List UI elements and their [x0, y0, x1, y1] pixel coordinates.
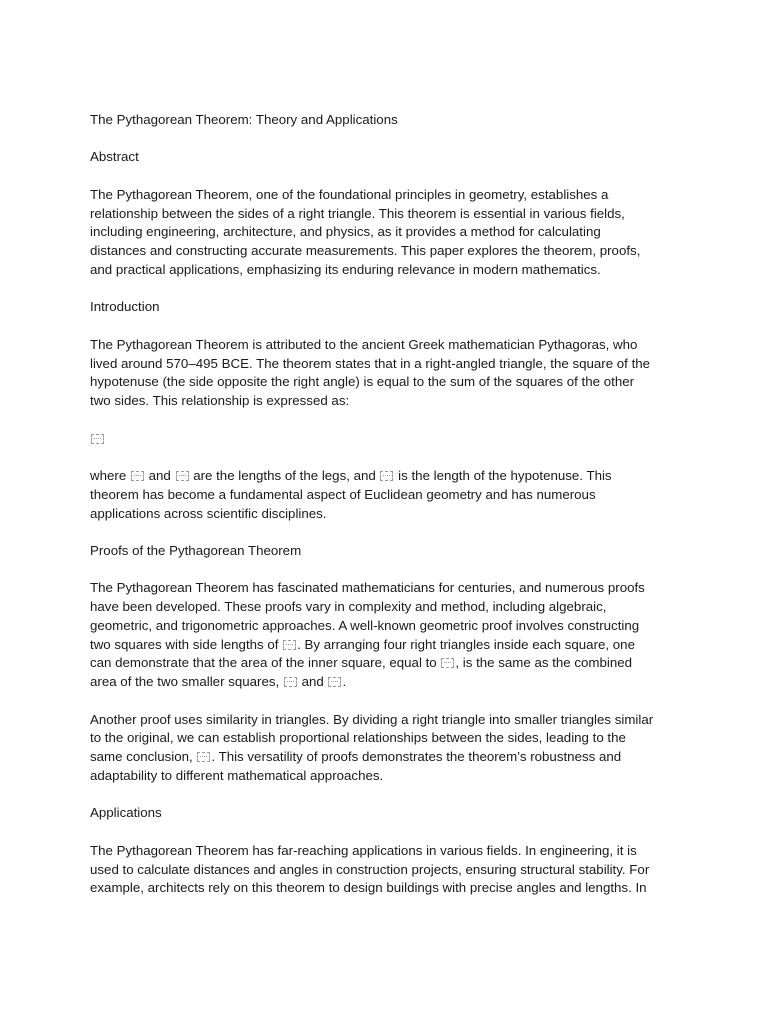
text-line: area of the two smaller squares, and .	[90, 674, 347, 690]
text-line: have been developed. These proofs vary in complexity and method, including algebraic,	[90, 599, 607, 615]
definition-paragraph	[90, 467, 690, 523]
missing-glyph-icon	[91, 434, 104, 444]
text-line: same conclusion, . This versatility of proofs demonstrates the theorem’s robustness and	[90, 749, 622, 765]
equation-placeholder	[90, 430, 690, 449]
text-line: applications across scientific disciplines.	[90, 505, 327, 521]
text-line: two sides. This relationship is expressed as:	[90, 393, 350, 409]
text-line: theorem has become a fundamental aspect of Euclidean geometry and has numerous	[90, 486, 596, 502]
document-title: The Pythagorean Theorem: Theory and Applications	[90, 112, 398, 127]
missing-glyph-icon	[176, 471, 189, 481]
missing-glyph-icon	[328, 677, 341, 687]
text-line: distances and constructing accurate measurements. This paper explores the theorem, proofs,	[90, 243, 641, 259]
applications-heading: Applications	[90, 805, 162, 821]
missing-glyph-icon	[283, 640, 296, 650]
missing-glyph-icon	[441, 658, 454, 668]
proofs-heading: Proofs of the Pythagorean Theorem	[90, 542, 302, 558]
text-line: Another proof uses similarity in triangles. By dividing a right triangle into smaller triangles similar	[90, 711, 654, 727]
text-line: and practical applications, emphasizing its enduring relevance in modern mathematics.	[90, 261, 601, 277]
text-line: used to calculate distances and angles in construction projects, ensuring structural stability. For	[90, 861, 650, 877]
missing-glyph-icon	[197, 752, 210, 762]
introduction-heading: Introduction	[90, 299, 160, 315]
text-line: relationship between the sides of a right triangle. This theorem is essential in various fields,	[90, 205, 625, 221]
text-line: two squares with side lengths of . By arranging four right triangles inside each square, one	[90, 636, 635, 652]
proofs-paragraph	[90, 579, 690, 692]
text-line: The Pythagorean Theorem has far-reaching applications in various fields. In engineering, it is	[90, 842, 637, 858]
text-line: geometric, and trigonometric approaches. A well-known geometric proof involves constructing	[90, 617, 640, 633]
text-line: to the original, we can establish proportional relationships between the sides, leading to the	[90, 730, 626, 746]
text-line: adaptability to different mathematical approaches.	[90, 768, 384, 784]
text-line: The Pythagorean Theorem has fascinated mathematicians for centuries, and numerous proofs	[90, 580, 645, 596]
abstract-heading: Abstract	[90, 149, 139, 165]
missing-glyph-icon	[131, 471, 144, 481]
missing-glyph-icon	[380, 471, 393, 481]
text-line: hypotenuse (the side opposite the right angle) is equal to the sum of the squares of the other	[90, 374, 635, 390]
introduction-paragraph	[90, 336, 690, 411]
missing-glyph-icon	[284, 677, 297, 687]
applications-paragraph	[90, 842, 690, 898]
text-line: example, architects rely on this theorem to design buildings with precise angles and lengths. In	[90, 880, 647, 896]
abstract-paragraph	[90, 186, 690, 280]
text-line: The Pythagorean Theorem, one of the foundational principles in geometry, establishes a	[90, 186, 609, 202]
text-line: lived around 570–495 BCE. The theorem states that in a right-angled triangle, the square of the	[90, 355, 651, 371]
text-line: The Pythagorean Theorem is attributed to the ancient Greek mathematician Pythagoras, who	[90, 336, 638, 352]
document-body	[90, 111, 690, 898]
text-line: can demonstrate that the area of the inner square, equal to , is the same as the combined	[90, 655, 633, 671]
text-line: where and are the lengths of the legs, and is the length of the hypotenuse. This	[90, 467, 612, 483]
similarity-paragraph	[90, 711, 690, 786]
text-line: including engineering, architecture, and physics, as it provides a method for calculating	[90, 224, 601, 240]
